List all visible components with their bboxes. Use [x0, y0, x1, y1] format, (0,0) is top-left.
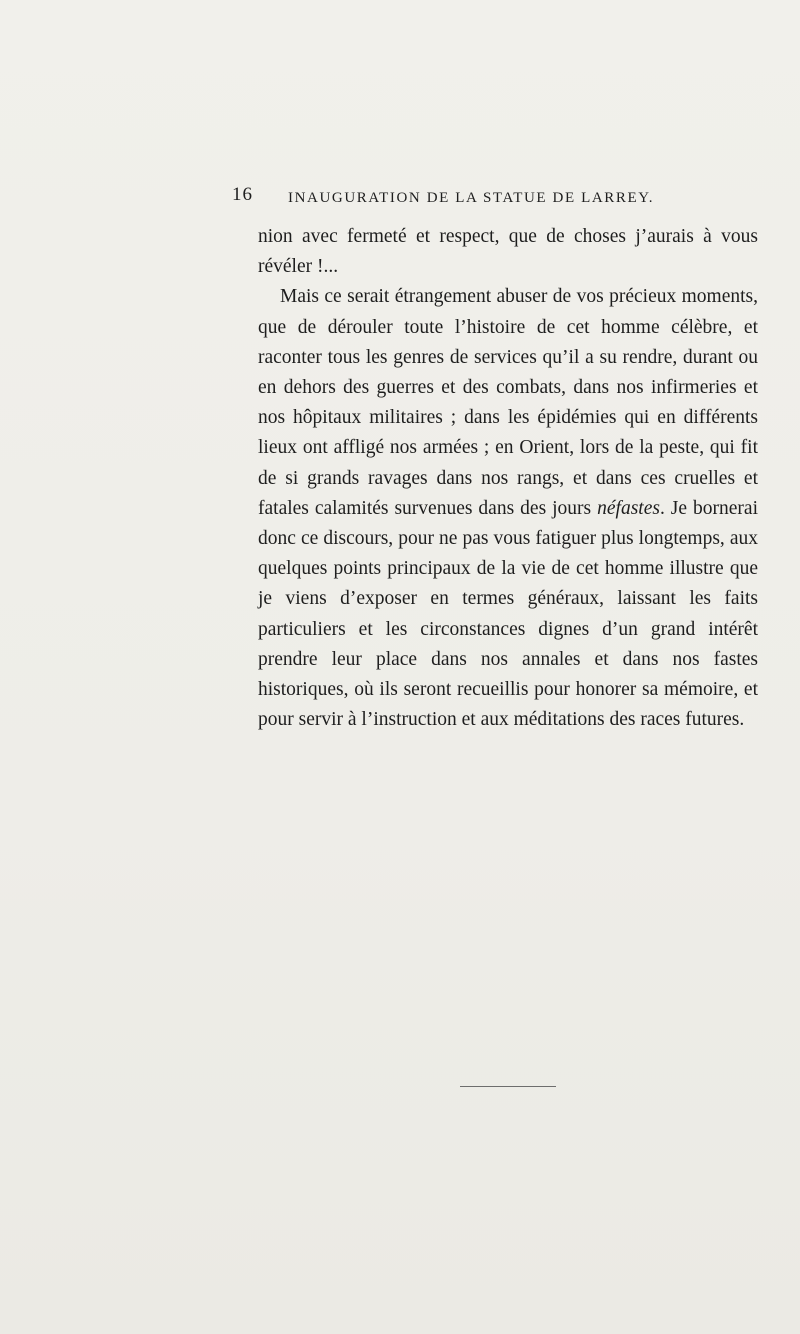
- body-text: [258, 222, 758, 735]
- paragraph-main: [258, 282, 758, 735]
- section-rule: [460, 1086, 556, 1087]
- running-head: INAUGURATION DE LA STATUE DE LARREY.: [288, 190, 655, 206]
- paragraph-continuation: nion avec fermeté et respect, que de choses j’aurais à vous révéler !...: [258, 226, 758, 278]
- paragraph-main-text-a: Mais ce serait étrangement abuser de vos précieux moments, que de dérouler toute l’histoire de cet homme célèbre, et raconter tous les genres de services qu’il a su rendre, durant ou en dehors des guerres et des combats, dans nos infirmeries et nos hôpitaux militaires ; dans les épidémies qui en différents lieux ont affligé nos armées ; en Orient, lors de la peste, qui fit de si grands ravages dans nos rangs, et dans ces cruelles et fatales calamités survenues dans des jours: [258, 286, 758, 519]
- paragraph-main-text-b: . Je bornerai donc ce discours, pour ne pas vous fatiguer plus longtemps, aux quelques points principaux de la vie de cet homme illustre que je viens d’exposer en termes généraux, laissant les faits particuliers et les circonstances dignes d’un grand intérêt prendre leur place dans nos annales et dans nos fastes historiques, où ils seront recueillis pour honorer sa mémoire, et pour servir à l’instruction et aux méditations des races futures.: [258, 497, 758, 731]
- page-number: 16: [232, 184, 253, 205]
- italic-word: néfastes: [597, 497, 660, 519]
